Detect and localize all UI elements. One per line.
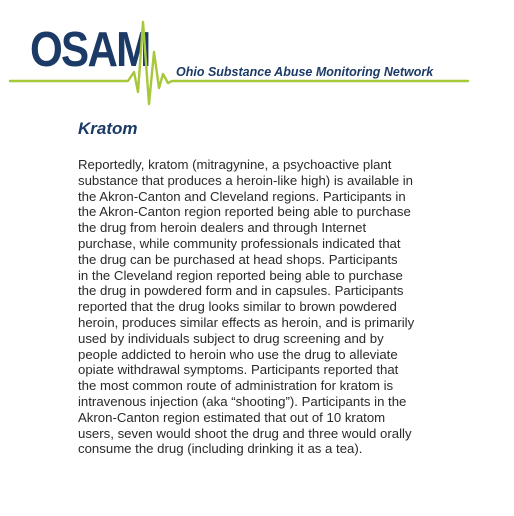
body-line: people addicted to heroin who use the drug to alleviate <box>78 346 398 362</box>
body-line: in the Cleveland region reported being able to purchase <box>78 267 403 283</box>
section-body <box>78 157 468 457</box>
pulse-line-icon <box>0 0 514 110</box>
page-header <box>0 0 514 110</box>
body-line: used by individuals subject to drug screening and by <box>78 330 384 346</box>
body-line: Akron-Canton region estimated that out of 10 kratom <box>78 409 386 425</box>
body-line: the Akron-Canton region reported being able to purchase <box>78 204 411 220</box>
body-line: intravenous injection (aka “shooting”). Participants in the <box>78 393 407 409</box>
body-line: the Akron-Canton and Cleveland regions. Participants in <box>78 188 406 204</box>
body-line: purchase, while community professionals indicated that <box>78 235 401 251</box>
body-line: the drug in powdered form and in capsules. Participants <box>78 283 404 299</box>
body-line: substance that produces a heroin-like high) is available in <box>78 172 414 188</box>
body-line: the drug can be purchased at head shops. Participants <box>78 251 398 267</box>
body-line: users, seven would shoot the drug and three would orally <box>78 425 412 441</box>
body-line: the most common route of administration for kratom is <box>78 378 394 394</box>
section-title: Kratom <box>78 119 138 138</box>
body-line: the drug from heroin dealers and through Internet <box>78 220 367 236</box>
org-name: Ohio Substance Abuse Monitoring Network <box>176 65 434 79</box>
body-line: opiate withdrawal symptoms. Participants reported that <box>78 362 399 378</box>
body-line: reported that the drug looks similar to brown powdered <box>78 299 397 315</box>
osam-logo: OSAM <box>30 23 150 77</box>
body-line: Reportedly, kratom (mitragynine, a psychoactive plant <box>78 157 392 172</box>
body-line: heroin, produces similar effects as heroin, and is primarily <box>78 314 415 330</box>
body-line: consume the drug (including drinking it as a tea). <box>78 441 363 457</box>
article <box>78 118 468 457</box>
